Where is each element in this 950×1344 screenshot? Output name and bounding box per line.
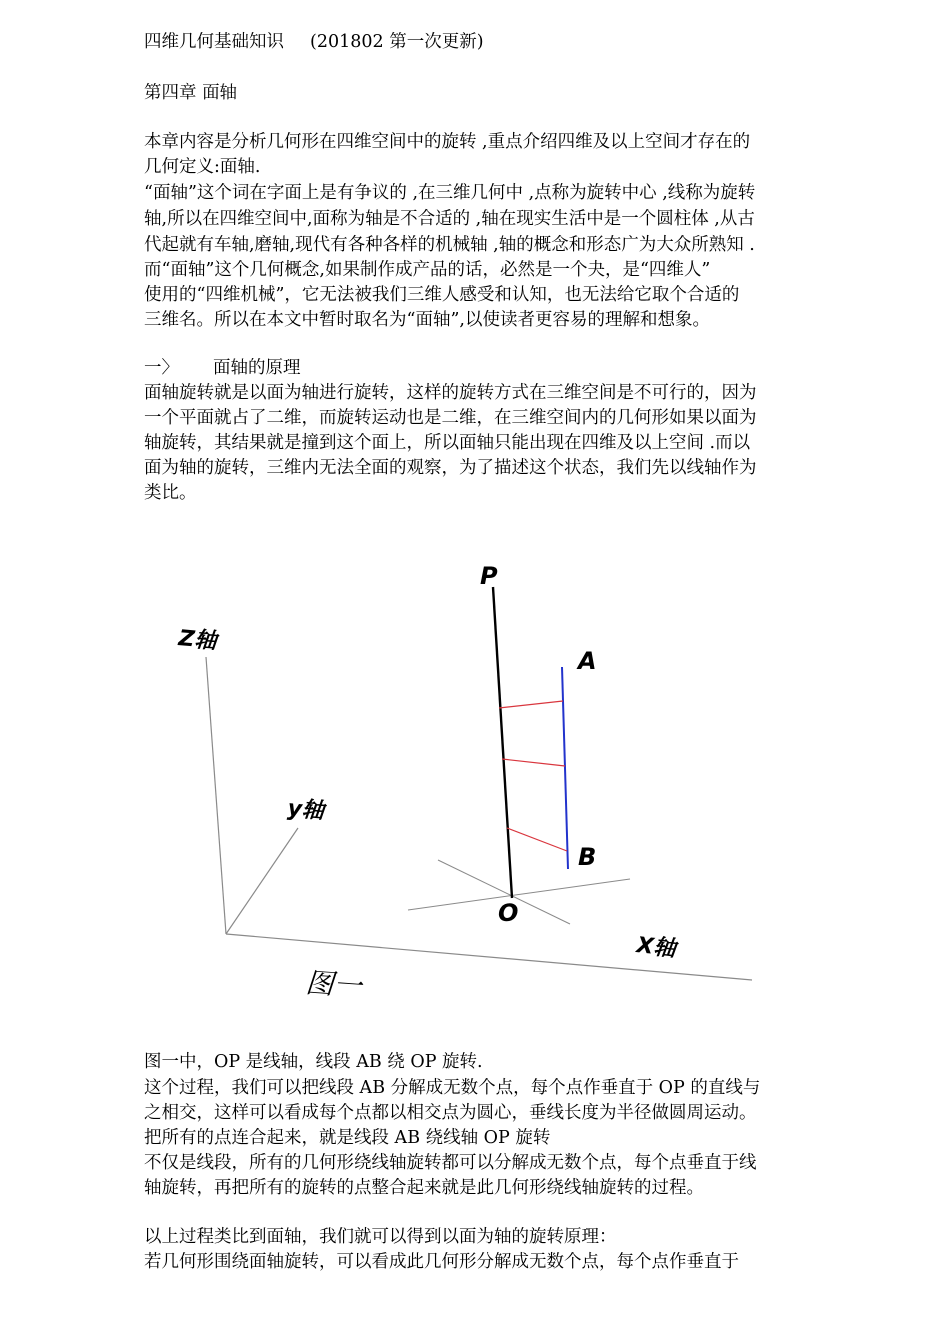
conclusion-line: 以上过程类比到面轴，我们就可以得到以面为轴的旋转原理： — [144, 1227, 617, 1247]
section-line: 一个平面就占了二维，而旋转运动也是二维，在三维空间内的几何形如果以面为 — [144, 408, 757, 428]
intro-line: 几何定义:面轴. — [144, 157, 261, 177]
axis-op — [493, 587, 512, 898]
section-line: 面轴旋转就是以面为轴进行旋转，这样的旋转方式在三维空间是不可行的，因为 — [144, 383, 757, 403]
label-b: B — [578, 843, 597, 871]
intro-line: “面轴”这个词在字面上是有争议的 ,在三维几何中 ,点称为旋转中心 ,线称为旋转 — [144, 183, 756, 203]
label-p: P — [480, 562, 498, 590]
chapter-title: 第四章 面轴 — [144, 83, 238, 103]
explanation-line: 之相交，这样可以看成每个点都以相交点为圆心，垂线长度为半径做圆周运动。 — [144, 1103, 757, 1123]
label-a: A — [578, 647, 597, 675]
perpendicular-line — [507, 828, 567, 851]
intro-line: 本章内容是分析几何形在四维空间中的旋转 ,重点介绍四维及以上空间才存在的 — [144, 132, 751, 152]
intro-line: 代起就有车轴,磨轴,现代有各种各样的机械轴 ,轴的概念和形态广为大众所熟知 . — [144, 235, 755, 255]
figure-caption: 图一 — [304, 966, 363, 1003]
z-axis-line — [206, 657, 226, 934]
explanation-line: 把所有的点连合起来，就是线段 AB 绕线轴 OP 旋转 — [144, 1128, 551, 1148]
intro-line: 使用的“四维机械”，它无法被我们三维人感受和认知，也无法给它取个合适的 — [144, 285, 740, 305]
document-title: 四维几何基础知识 — [144, 32, 284, 52]
section-title: 面轴的原理 — [213, 358, 301, 378]
plane-line — [408, 879, 630, 910]
y-axis-line — [226, 828, 298, 934]
explanation-line: 图一中，OP 是线轴，线段 AB 绕 OP 旋转. — [144, 1052, 483, 1072]
explanation-line: 不仅是线段，所有的几何形绕线轴旋转都可以分解成无数个点，每个点垂直于线 — [144, 1153, 757, 1173]
section-line: 类比。 — [144, 483, 197, 503]
segment-ab — [562, 667, 568, 869]
perpendicular-line — [499, 701, 563, 708]
label-y-axis: y轴 — [286, 796, 325, 825]
section-line: 轴旋转，其结果就是撞到这个面上，所以面轴只能出现在四维及以上空间 .而以 — [144, 433, 751, 453]
section-line: 面为轴的旋转，三维内无法全面的观察，为了描述这个状态，我们先以线轴作为 — [144, 458, 757, 478]
explanation-line: 轴旋转，再把所有的旋转的点整合起来就是此几何形绕线轴旋转的过程。 — [144, 1178, 704, 1198]
label-x-axis: X轴 — [635, 933, 677, 963]
intro-line: 三维名。所以在本文中暂时取名为“面轴”,以使读者更容易的理解和想象。 — [144, 310, 710, 330]
section-number: 一〉 — [144, 358, 179, 378]
intro-line: 轴,所以在四维空间中,面称为轴是不合适的 ,轴在现实生活中是一个圆柱体 ,从古 — [144, 209, 755, 229]
intro-line: 而“面轴”这个几何概念,如果制作成产品的话，必然是一个夬，是“四维人” — [144, 260, 711, 280]
update-date: (201802 第一次更新) — [310, 32, 484, 52]
perpendicular-line — [502, 759, 565, 766]
conclusion-line: 若几何形围绕面轴旋转，可以看成此几何形分解成无数个点，每个点作垂直于 — [144, 1252, 739, 1272]
explanation-line: 这个过程，我们可以把线段 AB 分解成无数个点，每个点作垂直于 OP 的直线与 — [144, 1078, 761, 1098]
label-z-axis: Z轴 — [177, 626, 218, 655]
label-o: O — [498, 899, 519, 927]
